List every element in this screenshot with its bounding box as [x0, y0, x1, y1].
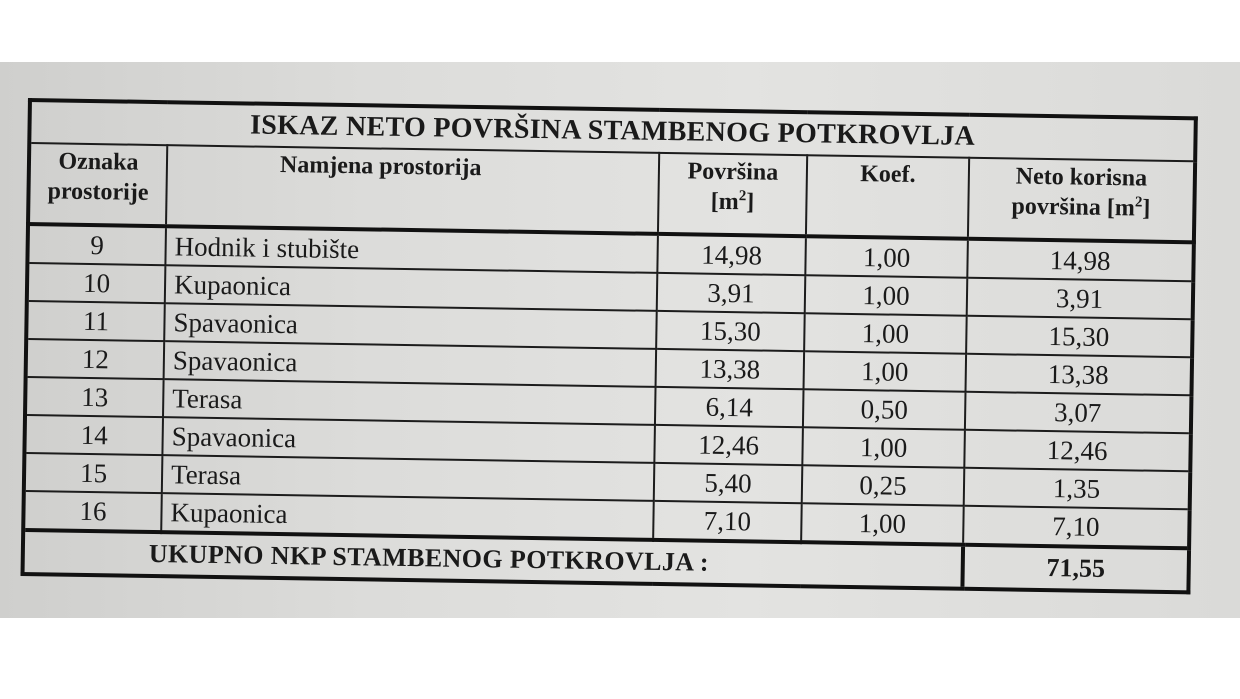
cell-koef: 1,00: [802, 427, 965, 468]
cell-namjena: Hodnik i stubište: [165, 226, 658, 273]
cell-povrsina: 5,40: [654, 463, 803, 503]
total-label: UKUPNO NKP STAMBENOG POTKROVLJA :: [23, 530, 964, 589]
cell-koef: 1,00: [805, 236, 968, 278]
header-povrsina-unit-open: [m: [710, 188, 739, 216]
cell-oznaka: 12: [26, 339, 165, 379]
cell-neto: 14,98: [967, 239, 1194, 282]
area-table-container: [20, 98, 1193, 594]
cell-povrsina: 3,91: [657, 273, 806, 313]
cell-neto: 3,91: [967, 278, 1194, 320]
header-povrsina-unit-exp: 2: [738, 188, 747, 205]
header-neto-line1: Neto korisna: [1015, 163, 1148, 192]
cell-oznaka: 14: [24, 415, 163, 455]
cell-namjena: Spavaonica: [162, 417, 655, 463]
cell-neto: 15,30: [966, 316, 1193, 358]
header-neto: [968, 158, 1195, 243]
cell-neto: 12,46: [964, 430, 1191, 472]
cell-oznaka: 13: [25, 377, 164, 417]
cell-neto: 7,10: [963, 506, 1190, 549]
cell-povrsina: 6,14: [655, 387, 804, 427]
header-povrsina-unit-close: ]: [745, 189, 755, 216]
header-namjena: Namjena prostorija: [166, 145, 659, 234]
cell-namjena: Terasa: [162, 455, 655, 501]
header-povrsina: [658, 153, 807, 236]
header-oznaka: [28, 143, 167, 226]
cell-oznaka: 10: [27, 263, 166, 303]
cell-povrsina: 7,10: [653, 501, 802, 542]
cell-neto: 1,35: [964, 468, 1191, 510]
header-neto-unit-close: ]: [1142, 195, 1151, 222]
cell-namjena: Terasa: [163, 379, 656, 425]
cell-oznaka: 11: [26, 301, 165, 341]
header-oznaka-line1: Oznaka: [58, 148, 139, 176]
total-value: 71,55: [962, 545, 1189, 593]
header-oznaka-line2: prostorije: [47, 178, 149, 206]
cell-povrsina: 15,30: [656, 311, 805, 351]
cell-oznaka: 9: [27, 224, 166, 265]
cell-povrsina: 14,98: [657, 234, 806, 275]
cell-koef: 1,00: [804, 313, 967, 354]
cell-koef: 1,00: [804, 351, 967, 392]
header-koef: Koef.: [806, 155, 969, 239]
cell-oznaka: 16: [23, 491, 162, 532]
cell-namjena: Spavaonica: [164, 341, 657, 387]
cell-namjena: Spavaonica: [164, 303, 657, 349]
cell-namjena: Kupaonica: [161, 493, 654, 540]
cell-namjena: Kupaonica: [165, 265, 658, 311]
cell-koef: 0,25: [802, 465, 965, 506]
cell-povrsina: 12,46: [654, 425, 803, 465]
cell-koef: 0,50: [803, 389, 966, 430]
header-povrsina-line1: Površina: [687, 158, 779, 186]
table-title: ISKAZ NETO POVRŠINA STAMBENOG POTKROVLJA: [29, 100, 1196, 161]
header-neto-line2: površina [m: [1011, 193, 1136, 222]
cell-povrsina: 13,38: [656, 349, 805, 389]
cell-neto: 13,38: [966, 354, 1193, 396]
cell-koef: 1,00: [805, 275, 968, 316]
cell-neto: 3,07: [965, 392, 1192, 434]
net-area-table: [20, 98, 1197, 594]
header-neto-unit-exp: 2: [1134, 194, 1143, 211]
cell-oznaka: 15: [24, 453, 163, 493]
cell-koef: 1,00: [801, 503, 964, 545]
